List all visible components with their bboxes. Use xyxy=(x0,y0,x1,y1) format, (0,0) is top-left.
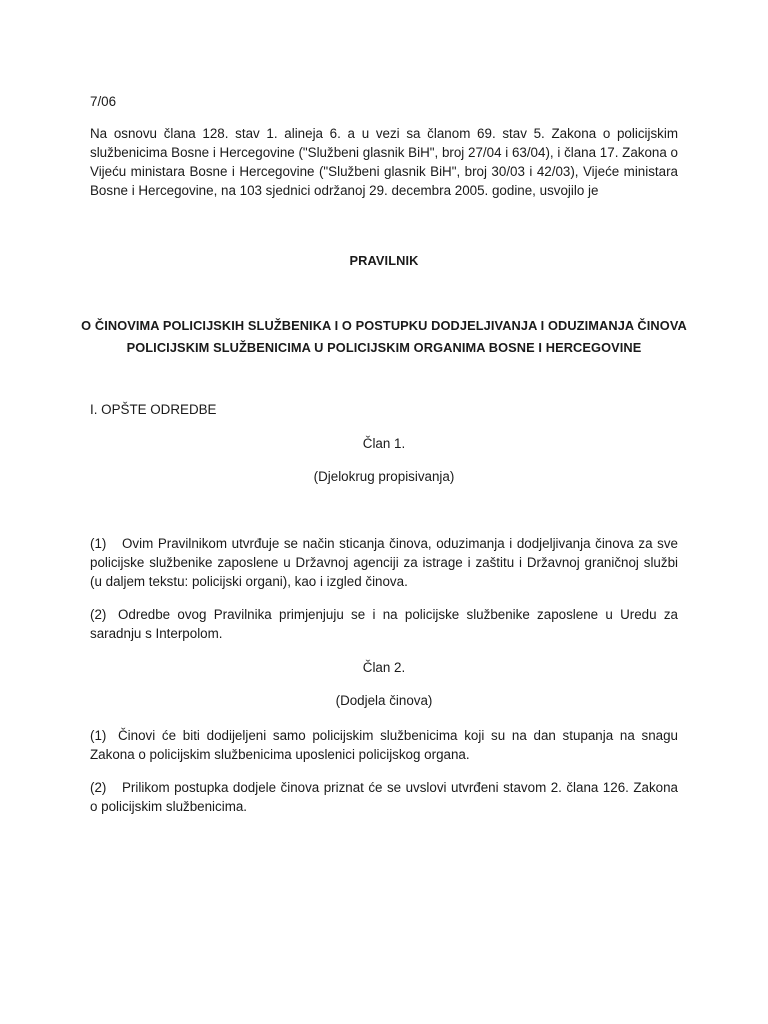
article-1-label: Član 1. xyxy=(362,436,406,451)
paragraph-number: (1) xyxy=(90,536,107,551)
document-title-line-2: POLICIJSKIM SLUŽBENICIMA U POLICIJSKIM ORGANIMA BOSNE I HERCEGOVINE xyxy=(126,340,642,355)
article-2-paragraph-1 xyxy=(90,726,678,764)
document-type-heading: PRAVILNIK xyxy=(349,253,419,268)
article-1-paragraph-1 xyxy=(90,534,678,591)
section-heading-general-provisions: I. OPŠTE ODREDBE xyxy=(90,402,217,417)
preamble-paragraph: Na osnovu člana 128. stav 1. alineja 6. a u vezi sa članom 69. stav 5. Zakona o policijskim službenicima Bosne i Hercegovine ("Službeni glasnik BiH", broj 27/04 i 63/04), i člana 17. Zakona o Vijeću ministara Bosne i Hercegovine ("Službeni glasnik BiH", broj 30/03 i 42/03), Vijeće ministara Bosne i Hercegovine, na 103 sjednici održanoj 29. decembra 2005. godine, usvojilo je xyxy=(90,126,678,198)
article-2-subtitle: (Dodjela činova) xyxy=(335,693,433,708)
article-1-paragraph-2 xyxy=(90,605,678,643)
document-number: 7/06 xyxy=(90,94,117,109)
document-title-line-1: O ČINOVIMA POLICIJSKIH SLUŽBENIKA I O POSTUPKU DODJELJIVANJA I ODUZIMANJA ČINOVA xyxy=(81,318,687,333)
article-2-paragraph-2 xyxy=(90,778,678,816)
paragraph-text: Prilikom postupka dodjele činova priznat će se uvslovi utvrđeni stavom 2. člana 126. Zakona o policijskim službenicima. xyxy=(90,780,678,814)
paragraph-number: (2) xyxy=(90,780,107,795)
article-1-subtitle: (Djelokrug propisivanja) xyxy=(313,469,455,484)
document-title xyxy=(80,316,688,357)
paragraph-number: (2) xyxy=(90,607,107,622)
paragraph-number: (1) xyxy=(90,728,107,743)
article-2-label: Član 2. xyxy=(362,660,406,675)
paragraph-text: Odredbe ovog Pravilnika primjenjuju se i na policijske službenike zaposlene u Uredu za saradnju s Interpolom. xyxy=(90,607,678,641)
paragraph-text: Ovim Pravilnikom utvrđuje se način sticanja činova, oduzimanja i dodjeljivanja činova za sve policijske službenike zaposlene u Državnoj agenciji za istrage i zaštitu i Državnoj graničnoj službi (u daljem tekstu: policijski organi), kao i izgled činova. xyxy=(90,536,678,589)
paragraph-text: Činovi će biti dodijeljeni samo policijskim službenicima koji su na dan stupanja na snagu Zakona o policijskim službenicima uposlenici policijskog organa. xyxy=(90,728,678,762)
